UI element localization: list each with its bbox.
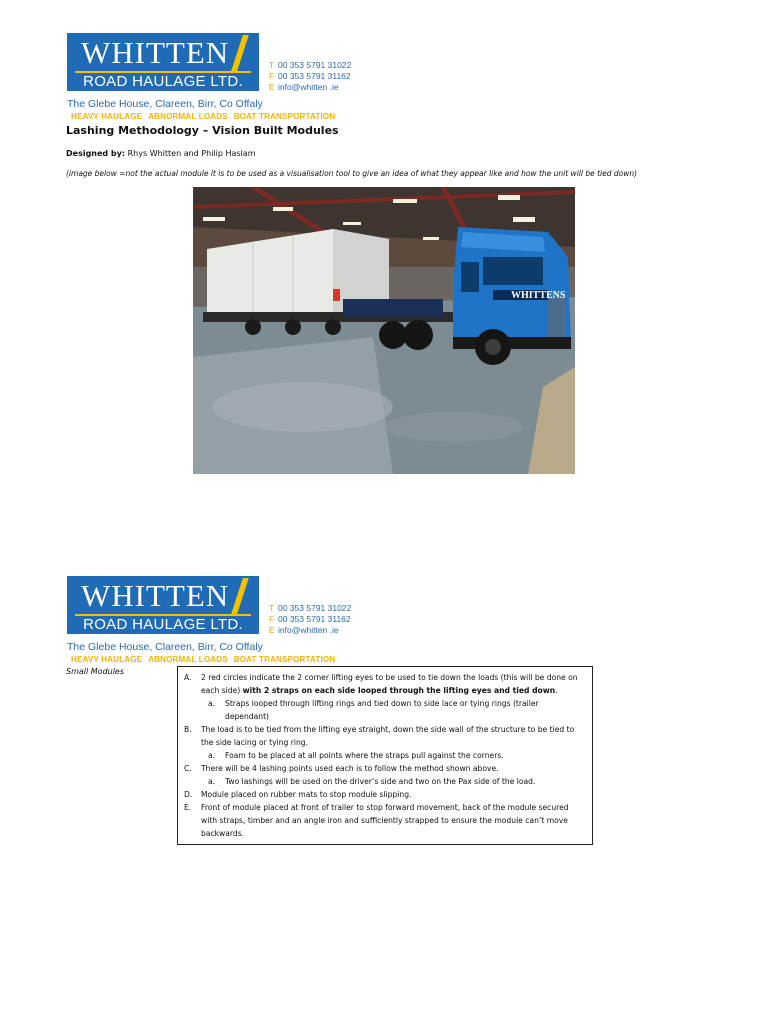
contact-phone: T 00 353 5791 31022: [269, 60, 352, 70]
company-tagline-repeat: HEAVY HAULAGE ABNORMAL LOADS BOAT TRANSPORTATION: [71, 655, 336, 664]
document-title: Lashing Methodology – Vision Built Modules: [66, 124, 339, 137]
logo-subtitle: ROAD HAULAGE LTD.: [83, 616, 243, 633]
contact-block-repeat: [269, 603, 351, 636]
method-item-c: C. There will be 4 lashing points used each is to follow the method shown above.: [184, 764, 499, 773]
method-item-e: E. Front of module placed at front of trailer to stop forward movement, back of the module secured with straps, timber and an angle iron and sufficiently strapped to ensure the module can’t move backwards.: [184, 803, 569, 838]
method-item-d: D. Module placed on rubber mats to stop module slipping.: [184, 790, 412, 799]
method-subitem-b: a. Foam to be placed at all points where the straps pull against the corners.: [208, 751, 504, 760]
contact-email: E info@whitten .ie: [269, 625, 339, 635]
truck-photo-illustration: [193, 187, 575, 474]
logo-slash-mark: [231, 578, 249, 614]
method-subitem-a: a. Straps looped through lifting rings and tied down to side lace or tying rings (trailer dependant): [208, 699, 539, 721]
company-address-repeat: The Glebe House, Clareen, Birr, Co Offaly: [67, 641, 263, 653]
small-modules-label: Small Modules: [66, 667, 125, 676]
truck-brand-text: WHITTENS: [511, 290, 566, 301]
logo-wordmark: WHITTEN: [81, 578, 230, 613]
method-item-a: A. 2 red circles indicate the 2 corner lifting eyes to be used to tie down the loads (this will be done on each side) with 2 straps on each side looped through the lifting eyes and tied down.: [184, 673, 578, 695]
company-tagline: HEAVY HAULAGE ABNORMAL LOADS BOAT TRANSPORTATION: [71, 112, 336, 121]
method-item-b: B. The load is to be tied from the lifting eye straight, down the side wall of the structure to be tied to the side lacing or tying ring.: [184, 725, 575, 747]
methodology-box: [177, 666, 593, 845]
company-logo: [67, 33, 259, 91]
contact-email: E info@whitten .ie: [269, 82, 339, 92]
logo-wordmark: WHITTEN: [81, 35, 230, 70]
method-subitem-c: a. Two lashings will be used on the driver’s side and two on the Pax side of the load.: [208, 777, 536, 786]
image-note: (image below =not the actual module it is to be used as a visualisation tool to give an idea of what they appear like and how the unit will be tied down): [66, 169, 638, 178]
contact-block: [269, 60, 351, 93]
company-logo-repeat: [67, 576, 259, 634]
contact-fax: F 00 353 5791 31162: [269, 614, 351, 624]
contact-fax: F 00 353 5791 31162: [269, 71, 351, 81]
company-address: The Glebe House, Clareen, Birr, Co Offaly: [67, 98, 263, 110]
logo-slash-mark: [231, 35, 249, 71]
contact-phone: T 00 353 5791 31022: [269, 603, 352, 613]
logo-subtitle: ROAD HAULAGE LTD.: [83, 73, 243, 90]
truck-photo: [193, 187, 575, 474]
designed-by: Designed by: Rhys Whitten and Philip Haslam: [66, 149, 256, 158]
